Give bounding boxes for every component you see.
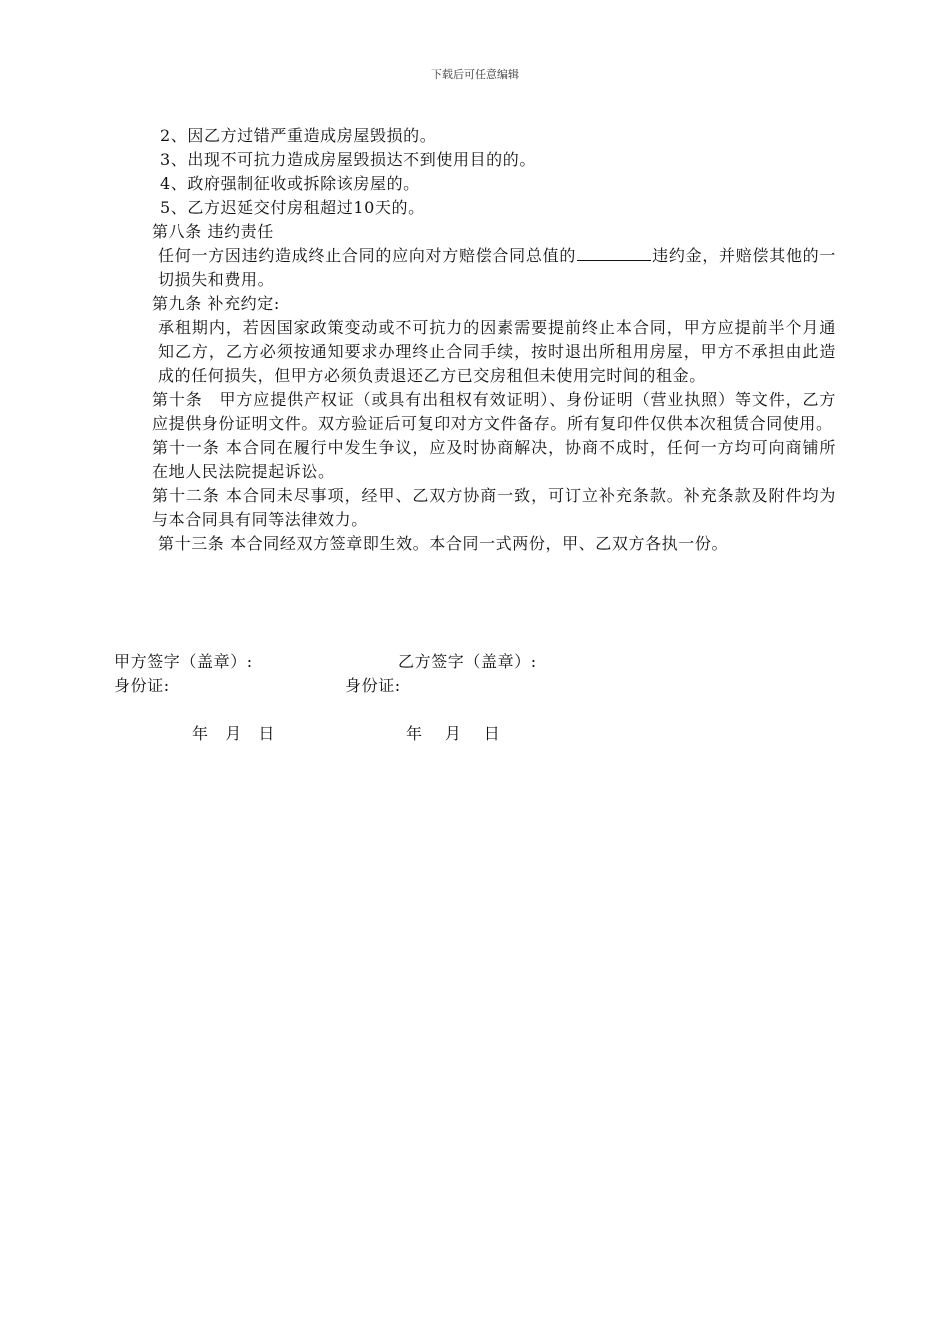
party-a-id-label: 身份证:: [114, 676, 170, 695]
termination-item-2: 2、因乙方过错严重造成房屋毁损的。: [160, 126, 437, 145]
party-b-id-label: 身份证:: [345, 676, 401, 695]
termination-item-4: 4、政府强制征收或拆除该房屋的。: [160, 174, 420, 193]
article-8-title: 第八条 违约责任: [152, 222, 274, 241]
party-b-signature-label: 乙方签字（盖章）:: [398, 652, 537, 671]
article-11-text: 第十一条 本合同在履行中发生争议，应及时协商解决，协商不成时，任何一方均可向商铺所在地人民法院提起诉讼。: [152, 438, 836, 481]
contract-body: [114, 124, 836, 556]
article-8-text-before: 任何一方因违约造成终止合同的应向对方赔偿合同总值的: [158, 246, 577, 265]
article-10-text: 第十条 甲方应提供产权证（或具有出租权有效证明）、身份证明（营业执照）等文件，乙方应提供身份证明文件。双方验证后可复印对方文件备存。所有复印件仅供本次租赁合同使用。: [152, 390, 836, 433]
termination-item-3: 3、出现不可抗力造成房屋毁损达不到使用目的的。: [160, 150, 536, 169]
page-header: 下载后可任意编辑: [431, 68, 519, 81]
article-9-text: 承租期内，若因国家政策变动或不可抗力的因素需要提前终止本合同，甲方应提前半个月通知乙方，乙方必须按通知要求办理终止合同手续，按时退出所租用房屋，甲方不承担由此造成的任何损失，但甲方必须负责退还乙方已交房租但未使用完时间的租金。: [158, 318, 836, 385]
party-a-date: 年 月 日: [192, 724, 276, 743]
article-12-text: 第十二条 本合同未尽事项，经甲、乙双方协商一致，可订立补充条款。补充条款及附件均为与本合同具有同等法律效力。: [152, 486, 836, 529]
article-13-text: 第十三条 本合同经双方签章即生效。本合同一式两份，甲、乙双方各执一份。: [158, 534, 729, 553]
party-a-signature-label: 甲方签字（盖章）:: [114, 652, 253, 671]
article-9-title: 第九条 补充约定:: [152, 294, 280, 313]
article-8-text: [114, 244, 836, 292]
penalty-blank: [577, 244, 651, 261]
termination-item-5: 5、乙方迟延交付房租超过10天的。: [160, 198, 425, 217]
party-b-date: 年 月 日: [406, 724, 501, 743]
article-8-text-after: 违约金，并赔偿其他的一切损失和费用。: [158, 246, 836, 289]
